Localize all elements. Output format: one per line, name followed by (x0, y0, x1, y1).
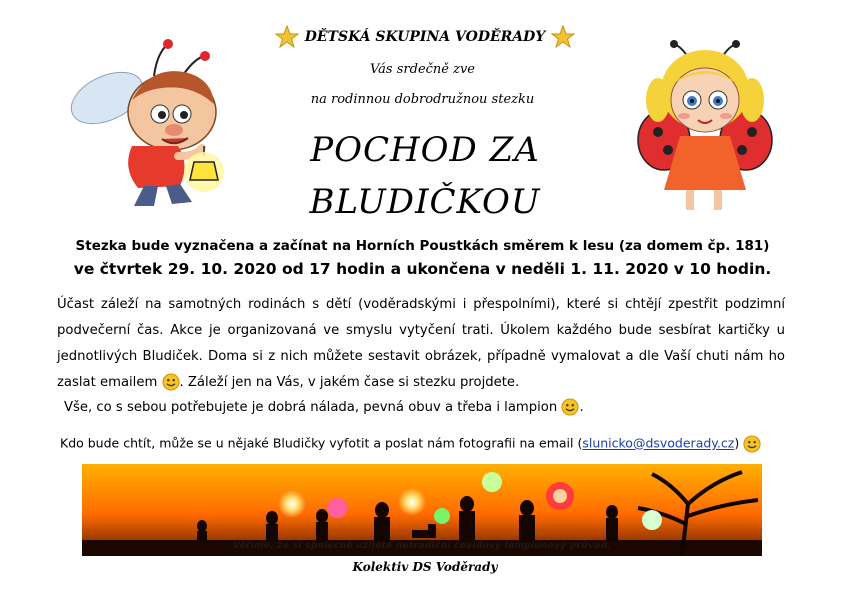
photo-text: Kdo bude chtít, může se u nějaké Bludičky vyfotit a poslat nám fotografii na email ( (60, 435, 583, 451)
ladybug-girl-illustration (628, 40, 778, 216)
email-link[interactable]: slunicko@dsvoderady.cz (582, 435, 735, 451)
route-description: Stezka bude vyznačena a začínat na Horních Poustkách směrem k lesu (za domem čp. 181) (75, 238, 770, 254)
organizer-name: DĚTSKÁ SKUPINA VODĚRADY (304, 29, 546, 45)
bring-along-text: Vše, co s sebou potřebujete je dobrá nálada, pevná obuv a třeba i lampion (64, 400, 558, 415)
bring-along-text-end: . (579, 400, 584, 415)
info-paragraph-text-end: . Záleží jen na Vás, v jakém čase si stezku projdete. (179, 375, 520, 390)
smiley-icon (743, 435, 761, 453)
banner-caption: Věříme, že si společně užijete netradiční covidový lampionový průvod. (232, 541, 611, 551)
invite-line-1: Vás srdečně zve (369, 62, 475, 77)
event-title-line-1: POCHOD ZA (310, 130, 540, 170)
event-title-line-2: BLUDIČKOU (309, 182, 541, 222)
info-paragraph-text: Účast záleží na samotných rodinách s dětí (voděradskými i přespolními), které si chtějí zpestřit podzimní podvečerní čas. Akce je organizovaná ve smyslu vytyčení trati. Úkolem každého bude sesbírat kartičky u jednotlivých Bludiček. Doma si z nich můžete sestavit obrázek, případně vymalovat a dle Vaší chuti nám ho zaslat emailem (57, 297, 785, 390)
bring-along-paragraph (64, 398, 784, 416)
organizer-heading (255, 22, 595, 52)
signature: Kolektiv DS Voděrady (352, 560, 498, 574)
firefly-boy-illustration (62, 38, 242, 208)
info-paragraph (57, 292, 785, 396)
photo-paragraph (60, 435, 780, 453)
event-dates: ve čtvrtek 29. 10. 2020 od 17 hodin a ukončena v neděli 1. 11. 2020 v 10 hodin. (73, 260, 772, 278)
smiley-icon (561, 398, 579, 416)
photo-text-close: ) (734, 435, 740, 451)
star-icon (551, 25, 575, 49)
star-icon (275, 25, 299, 49)
invite-line-2: na rodinnou dobrodružnou stezku (310, 92, 535, 107)
lantern-parade-banner (82, 464, 762, 556)
smiley-icon (162, 373, 180, 391)
